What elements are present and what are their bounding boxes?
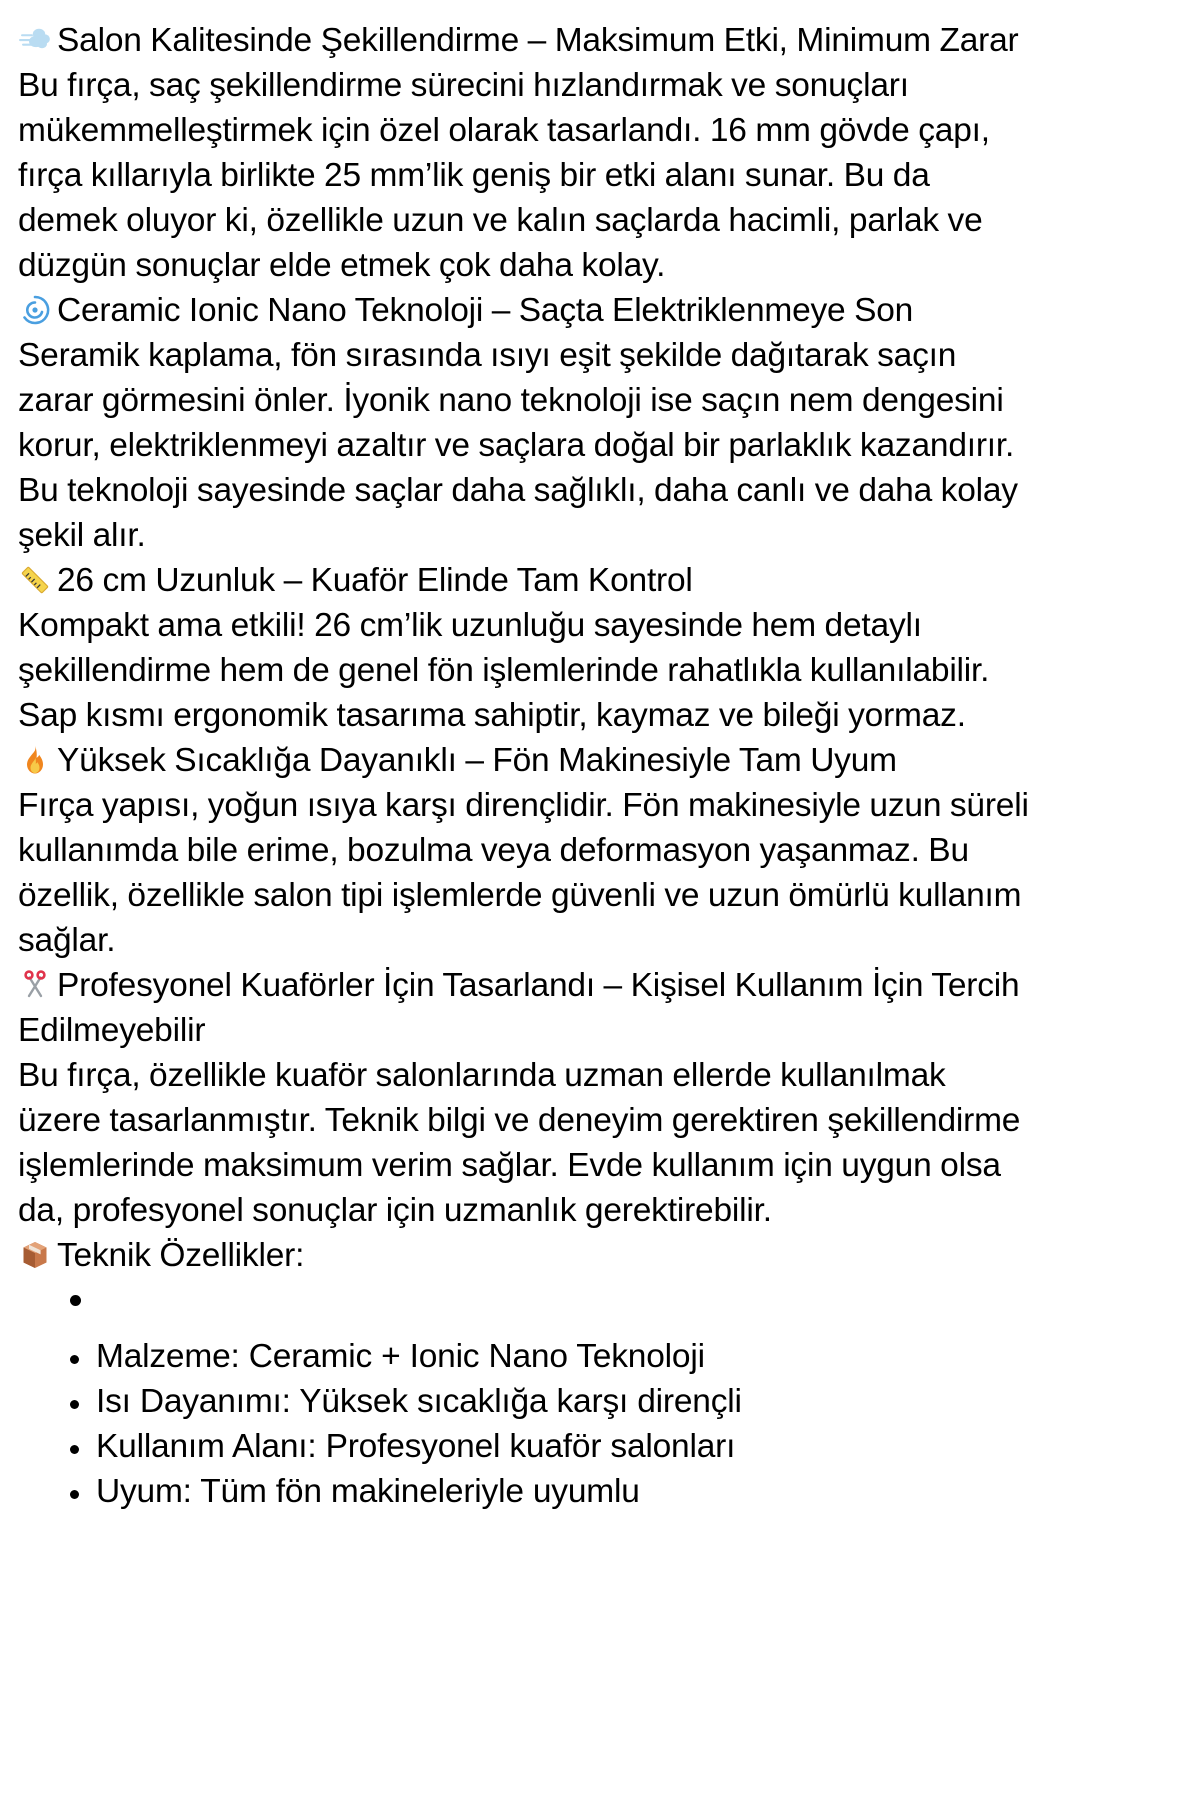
- section-body: Bu fırça, özellikle kuaför salonlarında uzman ellerde kullanılmak üzere tasarlanmıştır. Teknik bilgi ve deneyim gerektiren şekillendirme işlemlerinde maksimum verim sağlar. Evde kullanım için uygun olsa da, profesyonel sonuçlar için uzmanlık gerektirebilir.: [18, 1057, 1021, 1229]
- section-ceramic-ionic: [18, 288, 1036, 558]
- fire-icon: [18, 743, 52, 777]
- section-heading: Profesyonel Kuaförler İçin Tasarlandı – Kişisel Kullanım İçin Tercih Edilmeyebilir: [18, 967, 1020, 1049]
- cyclone-icon: [18, 293, 52, 327]
- section-heading: Yüksek Sıcaklığa Dayanıklı – Fön Makinesiyle Tam Uyum: [57, 742, 897, 779]
- specs-list: [18, 1278, 1110, 1514]
- straight-ruler-icon: [18, 563, 52, 597]
- list-item: Isı Dayanımı: Yüksek sıcaklığa karşı dirençli: [70, 1379, 1110, 1424]
- dashing-away-icon: [18, 23, 52, 57]
- list-item: Uyum: Tüm fön makineleriyle uyumlu: [70, 1469, 1110, 1514]
- list-item: Kullanım Alanı: Profesyonel kuaför salonları: [70, 1424, 1110, 1469]
- specs-heading-row: [18, 1233, 1036, 1278]
- scissors-icon: [18, 968, 52, 1002]
- list-item: Malzeme: Ceramic + Ionic Nano Teknoloji: [70, 1334, 1110, 1379]
- section-body: Kompakt ama etkili! 26 cm’lik uzunluğu sayesinde hem detaylı şekillendirme hem de genel fön işlemlerinde rahatlıkla kullanılabilir. Sap kısmı ergonomik tasarıma sahiptir, kaymaz ve bileği yormaz.: [18, 607, 990, 734]
- specs-heading: Teknik Özellikler:: [57, 1237, 305, 1274]
- list-item: [70, 1278, 1110, 1334]
- section-length: [18, 558, 1036, 738]
- section-body: Bu fırça, saç şekillendirme sürecini hızlandırmak ve sonuçları mükemmelleştirmek için özel olarak tasarlandı. 16 mm gövde çapı, fırça kıllarıyla birlikte 25 mm’lik geniş bir etki alanı sunar. Bu da demek oluyor ki, özellikle uzun ve kalın saçlarda hacimli, parlak ve düzgün sonuçlar elde etmek çok daha kolay.: [18, 67, 990, 284]
- section-professional: [18, 963, 1036, 1233]
- section-heat-resistant: [18, 738, 1036, 963]
- section-styling: [18, 18, 1036, 288]
- section-body: Fırça yapısı, yoğun ısıya karşı dirençlidir. Fön makinesiyle uzun süreli kullanımda bile erime, bozulma veya deformasyon yaşanmaz. Bu özellik, özellikle salon tipi işlemlerde güvenli ve uzun ömürlü kullanım sağlar.: [18, 787, 1029, 959]
- section-heading: Ceramic Ionic Nano Teknoloji – Saçta Elektriklenmeye Son: [57, 292, 914, 329]
- section-heading: Salon Kalitesinde Şekillendirme – Maksimum Etki, Minimum Zarar: [57, 22, 1019, 59]
- section-heading: 26 cm Uzunluk – Kuaför Elinde Tam Kontrol: [57, 562, 693, 599]
- package-icon: [18, 1238, 52, 1272]
- section-body: Seramik kaplama, fön sırasında ısıyı eşit şekilde dağıtarak saçın zarar görmesini önler. İyonik nano teknoloji ise saçın nem dengesini korur, elektriklenmeyi azaltır ve saçlara doğal bir parlaklık kazandırır. Bu teknoloji sayesinde saçlar daha sağlıklı, daha canlı ve daha kolay şekil alır.: [18, 337, 1018, 554]
